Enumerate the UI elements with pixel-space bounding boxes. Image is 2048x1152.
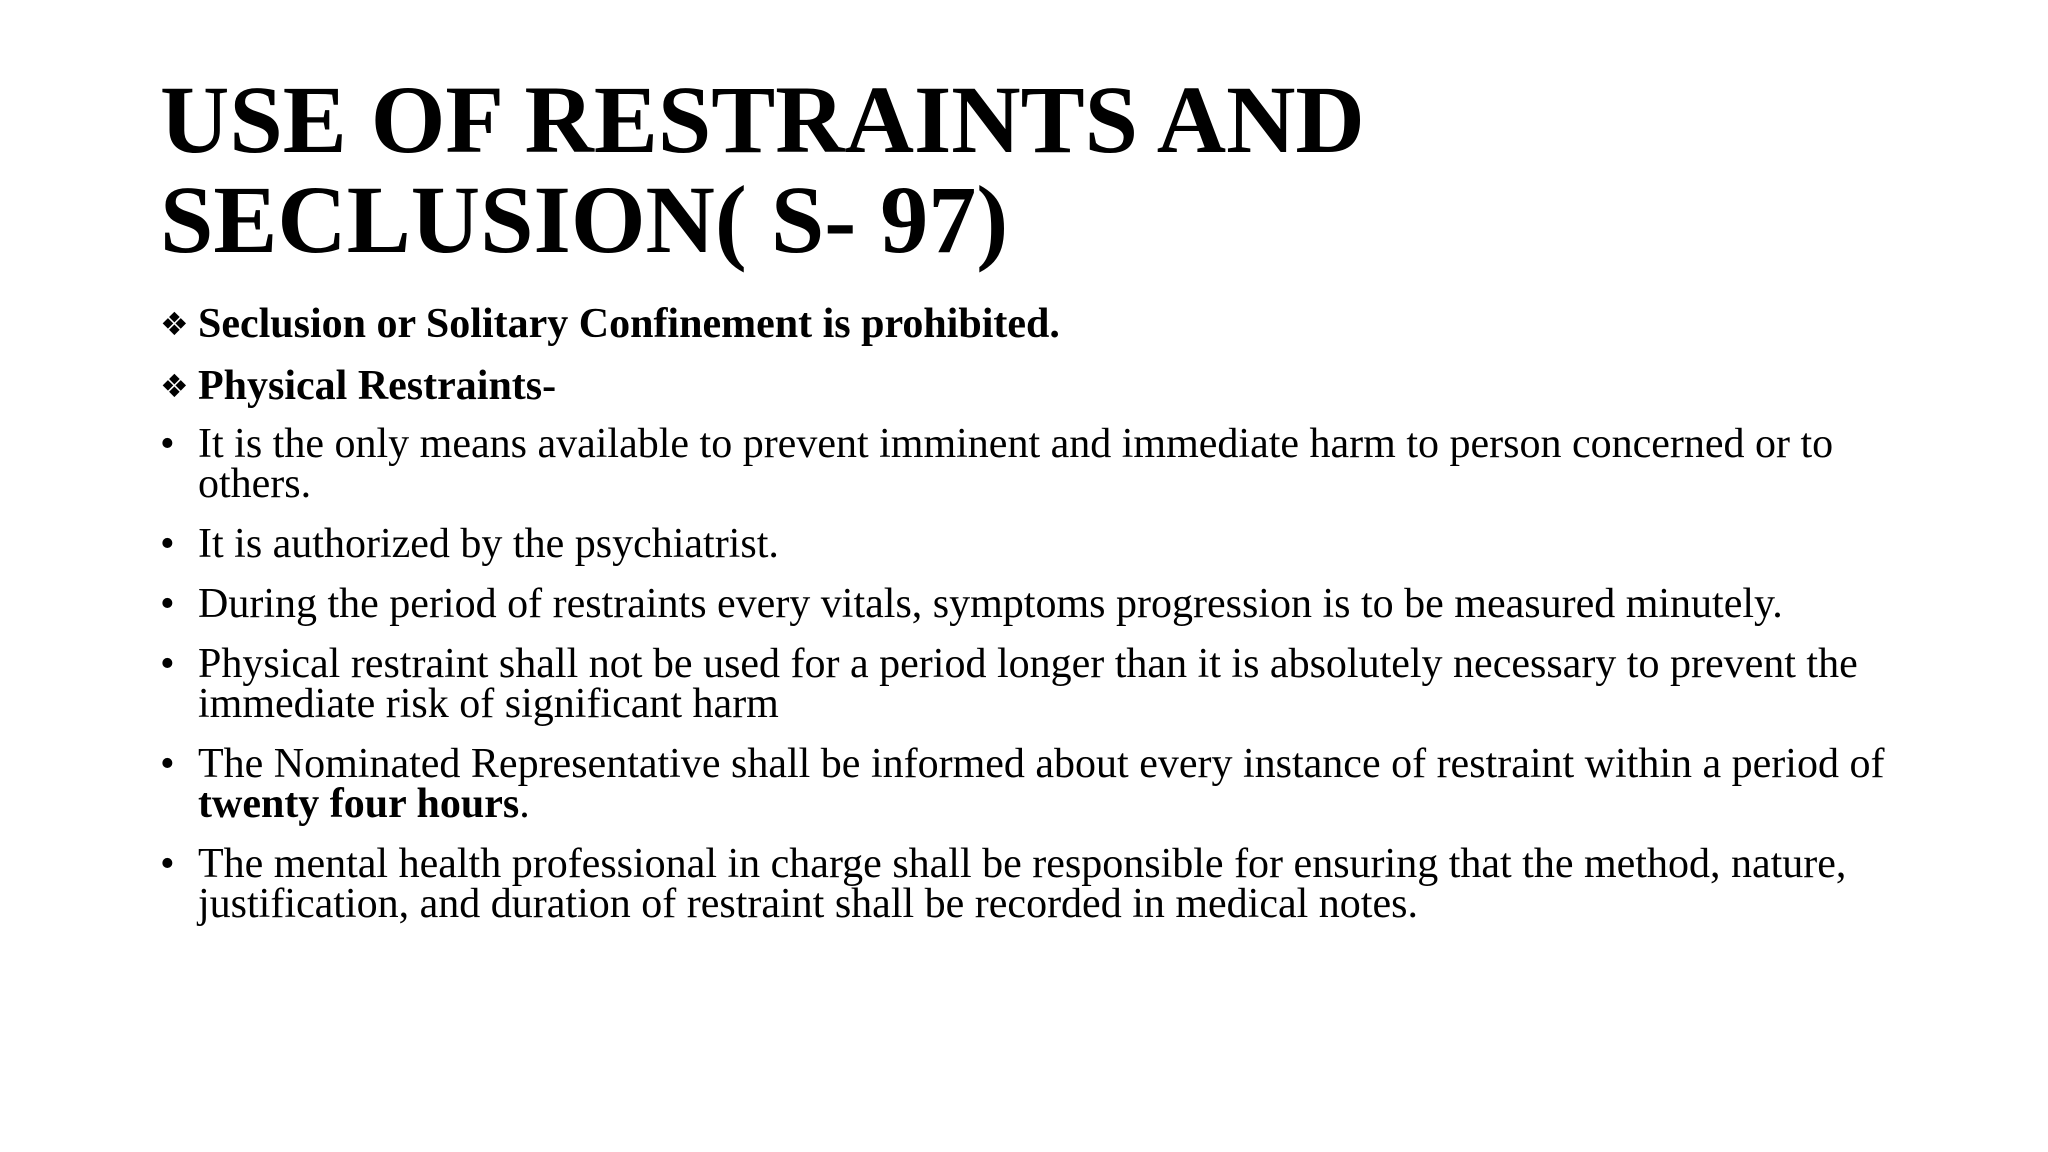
slide-content [160,300,1920,944]
bullet-text: During the period of restraints every vitals, symptoms progression is to be measured minutely. [198,581,1783,627]
bullet-item [160,581,1920,627]
bullet-item [160,741,1920,827]
star-item-seclusion [160,300,1920,348]
bullet-item [160,841,1920,927]
bullet-text: The mental health professional in charge shall be responsible for ensuring that the method, nature, justification, and duration of restraint shall be recorded in medical notes. [198,841,1847,927]
slide-title-line-1: USE OF RESTRAINTS AND [160,66,1365,173]
star-item-text: Seclusion or Solitary Confinement is prohibited. [198,301,1060,347]
bullet-text: Physical restraint shall not be used for a period longer than it is absolutely necessary to prevent the immediate risk of significant harm [198,641,1858,727]
bullet-text-bold: twenty four hours [198,781,520,827]
bullet-text-before: The Nominated Representative shall be informed about every instance of restraint within a period of [198,741,1885,787]
bullet-text: It is authorized by the psychiatrist. [198,521,779,567]
bullet-icon: • [160,641,175,687]
bullet-item [160,521,1920,567]
bullet-item [160,641,1920,727]
slide-title [160,66,1920,273]
slide-title-line-2: SECLUSION( S- 97) [160,166,1009,273]
bullet-text-after: . [519,781,530,827]
bullet-icon: • [160,841,175,887]
bullet-icon: • [160,581,175,627]
star-item-physical-restraints [160,362,1920,410]
diamond-star-icon: ❖ [160,367,189,405]
diamond-star-icon: ❖ [160,305,189,343]
bullet-icon: • [160,741,175,787]
bullet-icon: • [160,521,175,567]
bullet-item [160,421,1920,507]
bullet-icon: • [160,421,175,467]
bullet-text: It is the only means available to prevent imminent and immediate harm to person concerned or to others. [198,421,1834,507]
star-item-text: Physical Restraints- [198,363,557,409]
